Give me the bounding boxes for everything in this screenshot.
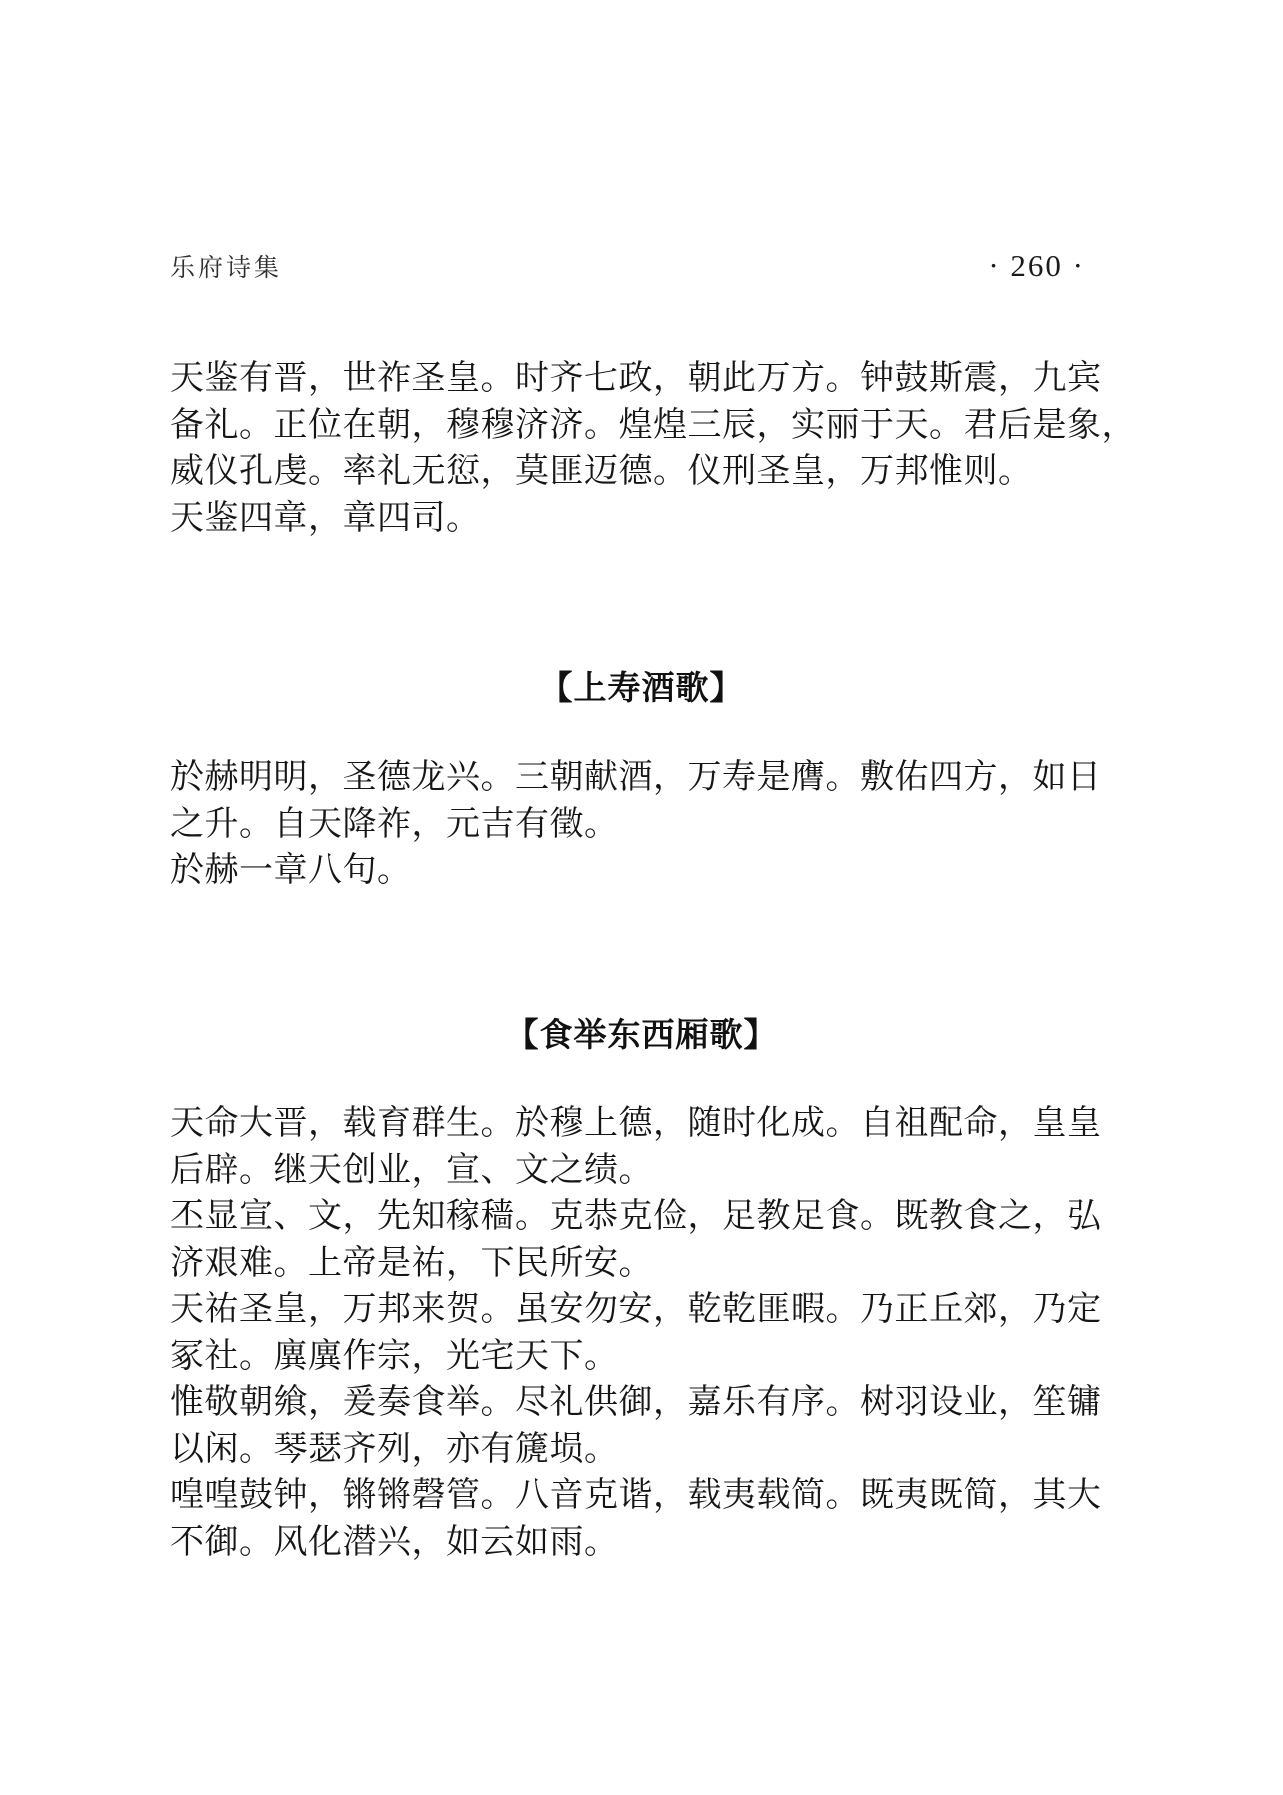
poem-line: 丕显宣、文，先知稼穑。克恭克俭，足教足食。既教食之，弘	[170, 1198, 1102, 1235]
poem-line: 喤喤鼓钟，锵锵磬管。八音克谐，载夷载简。既夷既简，其大	[170, 1477, 1102, 1514]
poem-line: 不御。风化潜兴，如云如雨。	[170, 1523, 619, 1561]
poem-line: 天命大晋，载育群生。於穆上德，随时化成。自祖配命，皇皇	[170, 1105, 1102, 1142]
poem-line: 以闲。琴瑟齐列，亦有篪埙。	[170, 1430, 619, 1468]
section-title-shiju-dongxixiang-ge: 【食举东西厢歌】	[505, 1018, 778, 1054]
poem-stanza-tianming	[170, 1101, 1130, 1566]
poem-stanza-tianjian	[170, 356, 1136, 542]
poem-line: 威仪孔虔。率礼无愆，莫匪迈德。仪刑圣皇，万邦惟则。	[170, 453, 1033, 490]
poem-line: 天鉴有晋，世祚圣皇。时齐七政，朝此万方。钟鼓斯震，九宾	[170, 360, 1102, 397]
running-header	[170, 248, 1085, 284]
poem-stanza-wuhe	[170, 755, 1130, 895]
poem-line: 天祐圣皇，万邦来贺。虽安勿安，乾乾匪暇。乃正丘郊，乃定	[170, 1291, 1102, 1328]
section-title-shangshou-jiuge: 【上寿酒歌】	[539, 671, 744, 707]
poem-line: 后辟。继天创业，宣、文之绩。	[170, 1151, 653, 1189]
poem-line: 济艰难。上帝是祐，下民所安。	[170, 1244, 653, 1282]
page-number: · 260 ·	[988, 248, 1085, 283]
book-title: 乐府诗集	[170, 255, 283, 282]
poem-line: 备礼。正位在朝，穆穆济济。煌煌三辰，实丽于天。君后是象，	[170, 406, 1136, 444]
poem-line: 於赫一章八句。	[170, 852, 412, 889]
poem-line: 天鉴四章，章四司。	[170, 499, 481, 537]
poem-line: 之升。自天降祚，元吉有徵。	[170, 805, 619, 843]
poem-line: 惟敬朝飨，爰奏食举。尽礼供御，嘉乐有序。树羽设业，笙镛	[170, 1384, 1102, 1421]
poem-line: 於赫明明，圣德龙兴。三朝献酒，万寿是膺。敷佑四方，如日	[170, 759, 1102, 796]
poem-line: 冢社。廙廙作宗，光宅天下。	[170, 1337, 619, 1375]
